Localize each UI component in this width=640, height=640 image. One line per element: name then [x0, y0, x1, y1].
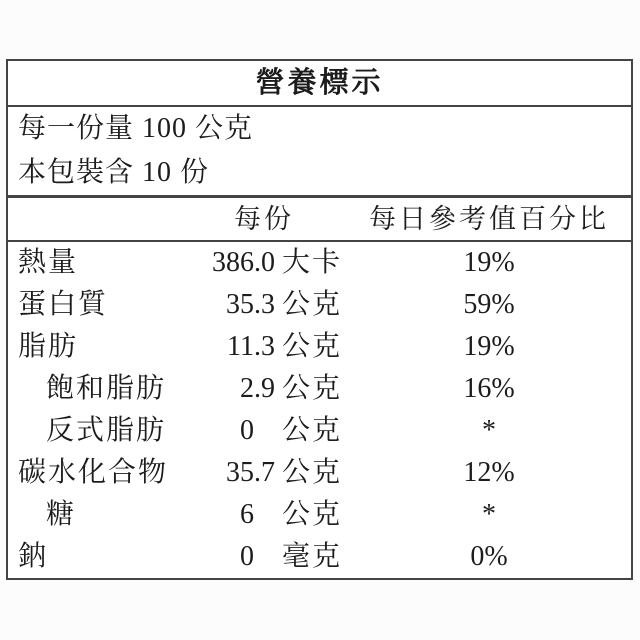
- daily-value-percent: *: [482, 415, 496, 446]
- amount-value-int: 0: [240, 415, 254, 446]
- nutrient-label: 糖: [46, 499, 77, 530]
- amount-unit: 毫克: [282, 541, 343, 572]
- nutrient-rows: [8, 242, 631, 578]
- amount-unit: 公克: [282, 289, 343, 320]
- column-header-row: [8, 198, 631, 242]
- amount-value-frac: .3: [254, 289, 275, 320]
- amount-unit: 公克: [282, 457, 343, 488]
- servings-per-package-text: 本包裝含 10 份: [18, 157, 210, 188]
- nutrient-label: 蛋白質: [18, 289, 109, 320]
- nutrient-row-calories: [8, 242, 631, 284]
- nutrient-label: 熱量: [18, 247, 79, 278]
- amount-value-int: 11: [227, 331, 254, 362]
- serving-info-section: [8, 107, 631, 198]
- daily-value-percent: 59%: [463, 289, 515, 320]
- amount-value-int: 386: [212, 247, 254, 278]
- nutrient-label: 鈉: [18, 541, 49, 572]
- amount-unit: 公克: [282, 373, 343, 404]
- amount-unit: 公克: [282, 415, 343, 446]
- amount-unit: 大卡: [282, 247, 343, 278]
- nutrient-label: 碳水化合物: [18, 457, 169, 488]
- daily-value-percent: 12%: [463, 457, 515, 488]
- serving-size-text: 每一份量 100 公克: [18, 113, 254, 144]
- daily-value-percent: 19%: [463, 247, 515, 278]
- amount-value-frac: .9: [254, 373, 275, 404]
- amount-unit: 公克: [282, 331, 343, 362]
- amount-value-frac: .0: [254, 247, 275, 278]
- amount-value-frac: .7: [254, 457, 275, 488]
- nutrition-label-table: [6, 59, 633, 580]
- nutrient-label: 脂肪: [18, 331, 79, 362]
- amount-value-frac: .3: [254, 331, 275, 362]
- nutrient-row-saturated-fat: [8, 368, 631, 410]
- amount-unit: 公克: [282, 499, 343, 530]
- nutrition-label-title: 營養標示: [8, 61, 631, 107]
- nutrient-row-carbohydrate: [8, 452, 631, 494]
- nutrient-row-sugar: [8, 494, 631, 536]
- column-header-per-serving: 每份: [234, 204, 294, 234]
- amount-value-int: 35: [226, 457, 254, 488]
- nutrient-row-protein: [8, 284, 631, 326]
- nutrient-row-sodium: [8, 536, 631, 578]
- nutrient-label: 飽和脂肪: [46, 373, 167, 404]
- amount-value-int: 2: [240, 373, 254, 404]
- amount-value-int: 35: [226, 289, 254, 320]
- nutrient-row-fat: [8, 326, 631, 368]
- daily-value-percent: 19%: [463, 331, 515, 362]
- daily-value-percent: *: [482, 499, 496, 530]
- amount-value-int: 6: [240, 499, 254, 530]
- nutrient-row-trans-fat: [8, 410, 631, 452]
- amount-value-int: 0: [240, 541, 254, 572]
- column-header-daily-value: 每日參考值百分比: [369, 204, 609, 234]
- daily-value-percent: 0%: [470, 541, 508, 572]
- daily-value-percent: 16%: [463, 373, 515, 404]
- nutrient-label: 反式脂肪: [46, 415, 167, 446]
